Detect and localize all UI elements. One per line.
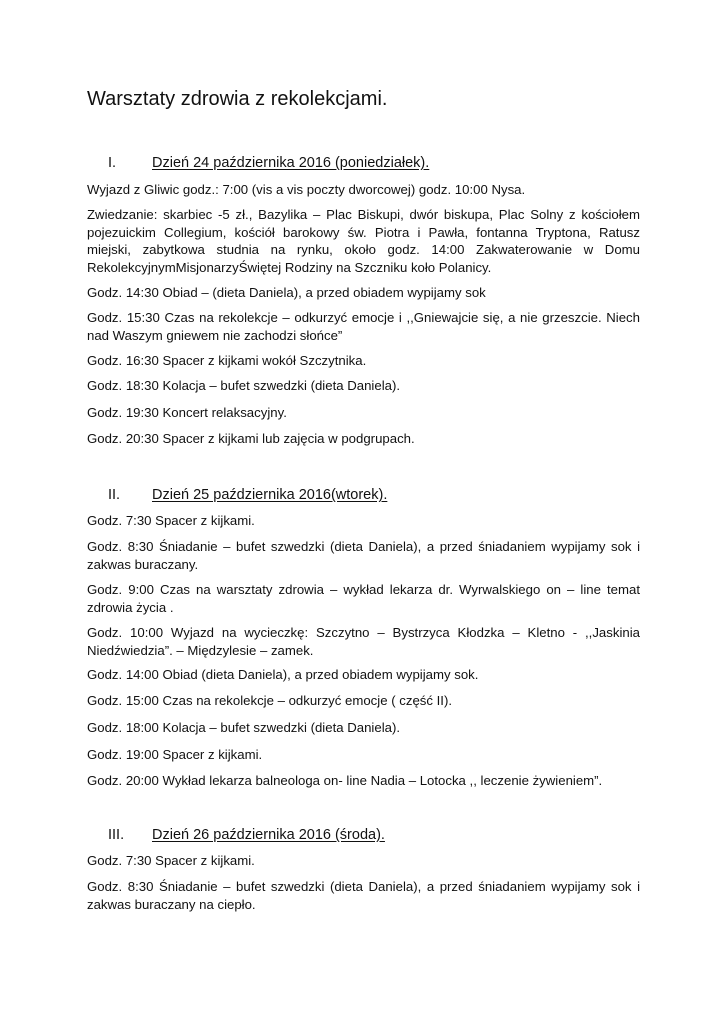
schedule-item: Godz. 15:00 Czas na rekolekcje – odkurzyć emocje ( część II). xyxy=(87,693,453,708)
day-heading-text: Dzień 25 października 2016(wtorek). xyxy=(152,487,388,503)
day-number: I. xyxy=(108,155,117,171)
day-number: II. xyxy=(108,487,121,503)
schedule-item: Godz. 14:00 Obiad (dieta Daniela), a przed obiadem wypijamy sok. xyxy=(87,667,479,682)
schedule-item: Godz. 9:00 Czas na warsztaty zdrowia – wykład lekarza dr. Wyrwalskiego on – line temat zdrowia życia . xyxy=(87,582,640,615)
schedule-item: Zwiedzanie: skarbiec -5 zł., Bazylika – Plac Biskupi, dwór biskupa, Plac Solny z kościołem pojezuickim Collegium, kościół barokowy św. Piotra i Pawła, fontanna Tryptona, Ratusz miejski, zabytkowa studnia na rynku, około godz. 14:00 Zakwaterowanie w Domu RekolekcyjnymMisjonarzyŚwiętej Rodziny na Szczniku koło Polanicy. xyxy=(87,207,640,275)
schedule-item: Godz. 20:30 Spacer z kijkami lub zajęcia w podgrupach. xyxy=(87,431,415,446)
schedule-item: Godz. 20:00 Wykład lekarza balneologa on- line Nadia – Lotocka ,, leczenie żywieniem”. xyxy=(87,773,603,788)
day-heading-text: Dzień 26 października 2016 (środa). xyxy=(152,827,385,843)
schedule-item: Godz. 18:00 Kolacja – bufet szwedzki (dieta Daniela). xyxy=(87,720,401,735)
schedule-item: Godz. 16:30 Spacer z kijkami wokół Szczytnika. xyxy=(87,353,367,368)
schedule-item: Godz. 14:30 Obiad – (dieta Daniela), a przed obiadem wypijamy sok xyxy=(87,285,486,300)
schedule-item: Godz. 15:30 Czas na rekolekcje – odkurzyć emocje i ,,Gniewajcie się, a nie grzeszcie. Niech nad Waszym gniewem nie zachodzi słońce” xyxy=(87,310,640,343)
schedule-item: Godz. 10:00 Wyjazd na wycieczkę: Szczytno – Bystrzyca Kłodzka – Kletno - ,,Jaskinia Niedźwiedzia”. – Międzylesie – zamek. xyxy=(87,625,640,658)
schedule-item: Wyjazd z Gliwic godz.: 7:00 (vis a vis poczty dworcowej) godz. 10:00 Nysa. xyxy=(87,182,526,197)
day-number: III. xyxy=(108,827,125,843)
schedule-item: Godz. 18:30 Kolacja – bufet szwedzki (dieta Daniela). xyxy=(87,378,401,393)
schedule-item: Godz. 19:30 Koncert relaksacyjny. xyxy=(87,405,287,420)
document-title: Warsztaty zdrowia z rekolekcjami. xyxy=(87,88,388,110)
schedule-item: Godz. 8:30 Śniadanie – bufet szwedzki (dieta Daniela), a przed śniadaniem wypijamy sok i zakwas buraczany na ciepło. xyxy=(87,879,640,912)
schedule-item: Godz. 7:30 Spacer z kijkami. xyxy=(87,513,255,528)
schedule-item: Godz. 7:30 Spacer z kijkami. xyxy=(87,853,255,868)
schedule-item: Godz. 8:30 Śniadanie – bufet szwedzki (dieta Daniela), a przed śniadaniem wypijamy sok i zakwas buraczany. xyxy=(87,539,640,572)
schedule-item: Godz. 19:00 Spacer z kijkami. xyxy=(87,747,263,762)
day-heading-text: Dzień 24 października 2016 (poniedziałek). xyxy=(152,155,430,171)
